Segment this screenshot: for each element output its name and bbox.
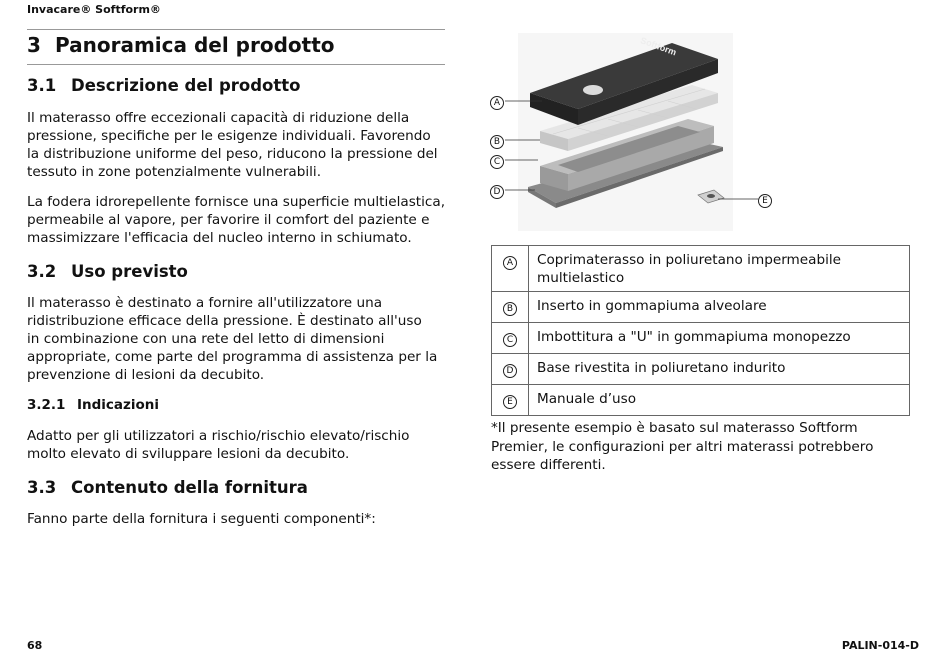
text-line: Manuale d’uso xyxy=(537,391,637,407)
page-number: 68 xyxy=(27,639,43,652)
callout-b xyxy=(490,134,504,149)
table-row xyxy=(492,246,910,292)
table-row xyxy=(492,292,910,323)
section-title: Panoramica del prodotto xyxy=(55,33,335,57)
part-key: D xyxy=(503,364,517,378)
paragraph-description-2 xyxy=(27,193,447,247)
part-key: A xyxy=(503,256,517,270)
section-rule xyxy=(27,64,445,65)
paragraph-intended-use xyxy=(27,294,447,384)
text-line: permeabile al vapore, per favorire il comfort del paziente e xyxy=(27,212,430,228)
cover-brand-text: Softform xyxy=(639,35,678,58)
part-description xyxy=(529,354,910,385)
part-description xyxy=(529,323,910,354)
heading-3-3 xyxy=(27,478,308,497)
heading-title: Contenuto della fornitura xyxy=(71,478,308,497)
text-line: Adatto per gli utilizzatori a rischio/rischio elevato/rischio xyxy=(27,428,410,444)
parts-table xyxy=(491,245,910,416)
heading-3-1 xyxy=(27,76,301,95)
callout-marker: B xyxy=(490,135,504,149)
callout-d xyxy=(490,184,504,199)
text-line: Il materasso offre eccezionali capacità di riduzione della xyxy=(27,110,410,126)
section-3-heading xyxy=(27,33,335,57)
heading-3-2-1 xyxy=(27,397,159,413)
text-line: pressione, specifiche per le esigenze individuali. Favorendo xyxy=(27,128,431,144)
text-line: tessuto in zone potenzialmente vulnerabili. xyxy=(27,164,322,180)
text-line: molto elevato di sviluppare lesioni da decubito. xyxy=(27,446,350,462)
part-description xyxy=(529,385,910,416)
text-line: multielastico xyxy=(537,270,625,286)
heading-title: Indicazioni xyxy=(77,397,160,413)
paragraph-description-1 xyxy=(27,109,447,181)
text-line: Fanno parte della fornitura i seguenti componenti*: xyxy=(27,511,376,527)
text-line: *Il presente esempio è basato sul materasso Softform xyxy=(491,420,858,436)
text-line: Coprimaterasso in poliuretano impermeabile xyxy=(537,252,842,268)
heading-number: 3.2 xyxy=(27,262,57,281)
table-row xyxy=(492,385,910,416)
callout-marker: C xyxy=(490,155,504,169)
header-rule xyxy=(27,29,445,30)
footnote xyxy=(491,419,911,475)
heading-number: 3.1 xyxy=(27,76,57,95)
text-line: in combinazione con una rete del letto di dimensioni xyxy=(27,331,385,347)
paragraph-delivery xyxy=(27,510,447,528)
text-line: appropriate, come parte del programma di assistenza per la xyxy=(27,349,438,365)
text-line: Inserto in gommapiuma alveolare xyxy=(537,298,767,314)
callout-marker: A xyxy=(490,96,504,110)
text-line: La fodera idrorepellente fornisce una superficie multielastica, xyxy=(27,194,446,210)
text-line: la distribuzione uniforme del peso, riducono la pressione del xyxy=(27,146,438,162)
document-code: PALIN-014-D xyxy=(841,639,919,652)
part-key-cell xyxy=(492,354,529,385)
callout-e xyxy=(758,193,772,208)
text-line: ridistribuzione efficace della pressione. È destinato all'uso xyxy=(27,313,422,329)
part-description xyxy=(529,292,910,323)
callout-marker: D xyxy=(490,185,504,199)
part-key-cell xyxy=(492,292,529,323)
table-row xyxy=(492,354,910,385)
callout-leader-lines xyxy=(490,90,775,210)
part-description xyxy=(529,246,910,292)
part-key: E xyxy=(503,395,517,409)
heading-number: 3.2.1 xyxy=(27,397,66,413)
header-brand: Invacare® Softform® xyxy=(27,3,161,16)
text-line: Imbottitura a "U" in gommapiuma monopezzo xyxy=(537,329,851,345)
heading-number: 3.3 xyxy=(27,478,57,497)
callout-c xyxy=(490,154,504,169)
part-key: B xyxy=(503,302,517,316)
heading-title: Uso previsto xyxy=(71,262,188,281)
part-key-cell xyxy=(492,385,529,416)
text-line: Premier, le configurazioni per altri materassi potrebbero xyxy=(491,438,874,455)
callout-marker: E xyxy=(758,194,772,208)
text-line: prevenzione di lesioni da decubito. xyxy=(27,367,265,383)
part-key: C xyxy=(503,333,517,347)
text-line: Base rivestita in poliuretano indurito xyxy=(537,360,786,376)
text-line: Il materasso è destinato a fornire all'utilizzatore una xyxy=(27,295,383,311)
part-key-cell xyxy=(492,323,529,354)
part-key-cell xyxy=(492,246,529,292)
heading-3-2 xyxy=(27,262,188,281)
heading-title: Descrizione del prodotto xyxy=(71,76,301,95)
table-row xyxy=(492,323,910,354)
text-line: massimizzare l'efficacia del nucleo interno in schiumato. xyxy=(27,230,412,246)
paragraph-indications xyxy=(27,427,447,463)
text-line: essere differenti. xyxy=(491,457,606,473)
section-number: 3 xyxy=(27,33,41,57)
callout-a xyxy=(490,95,504,110)
